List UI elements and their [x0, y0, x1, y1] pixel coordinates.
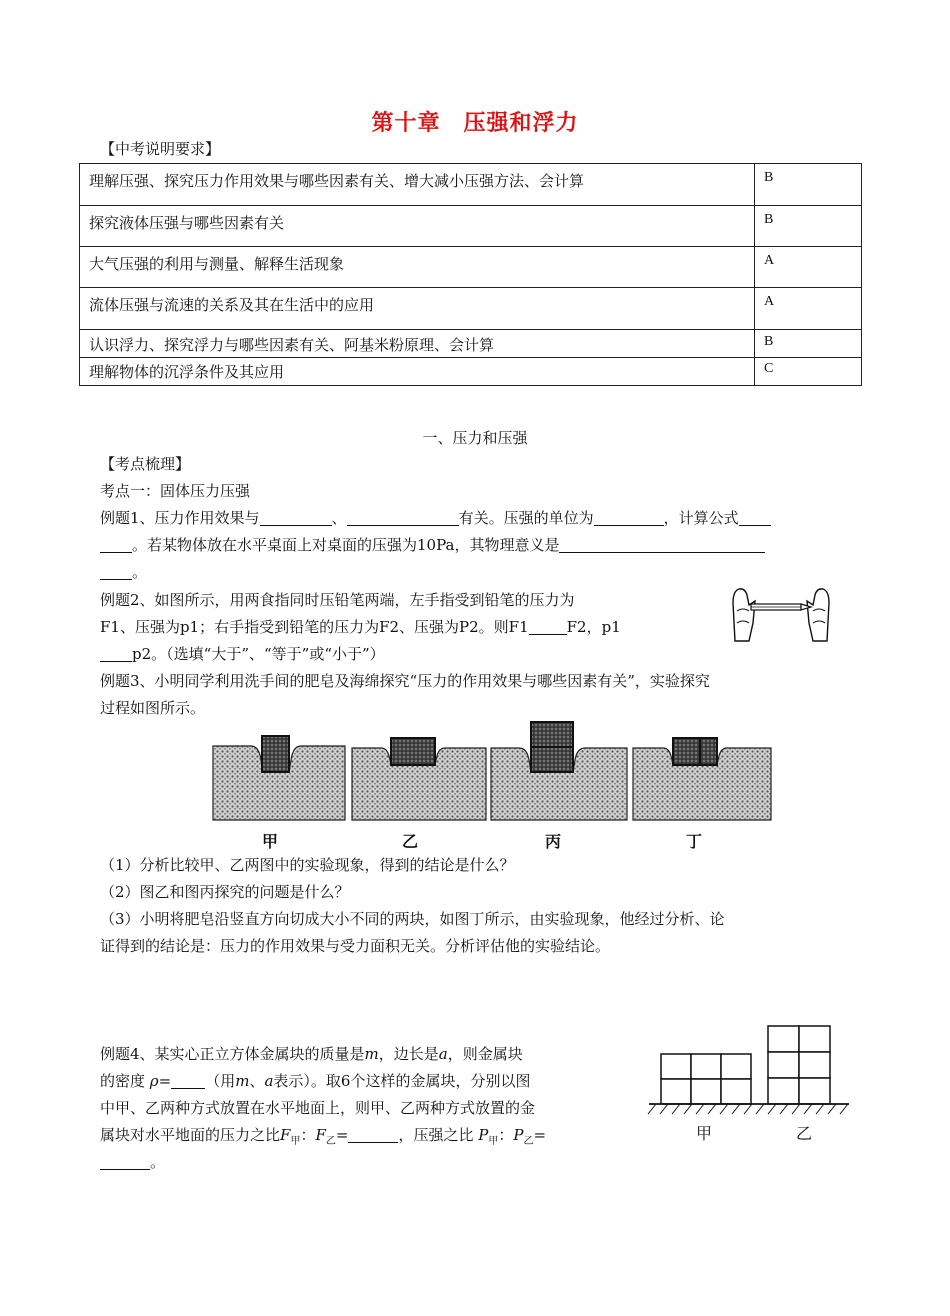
blank[interactable] [100, 644, 132, 662]
req-text: 认识浮力、探究浮力与哪些因素有关、阿基米粉原理、会计算 [80, 330, 755, 358]
blank[interactable] [348, 1125, 398, 1143]
req-grade: C [755, 358, 862, 386]
blank[interactable] [594, 508, 664, 526]
req-grade: B [755, 330, 862, 358]
req-text: 大气压强的利用与测量、解释生活现象 [80, 247, 755, 288]
figure-bing [491, 722, 627, 820]
blank[interactable] [529, 617, 567, 635]
section-sub: 【考点梳理】 [100, 455, 191, 473]
example-1-line-2: 。若某物体放在水平桌面上对桌面的压强为10Pa，其物理意义是 [100, 532, 765, 559]
req-text: 理解压强、探究压力作用效果与哪些因素有关、增大减小压强方法、会计算 [80, 164, 755, 206]
blank[interactable] [559, 535, 765, 553]
example-2-line-2: F1、压强为p1；右手指受到铅笔的压力为F2、压强为P2。则F1 F2，p1 [100, 618, 621, 636]
example-3-q1: （1）分析比较甲、乙两图中的实验现象，得到的结论是什么？ [100, 856, 515, 874]
figure-yi [352, 738, 486, 820]
example-4-line-3: 中甲、乙两种方式放置在水平地面上，则甲、乙两种方式放置的金 [100, 1099, 536, 1117]
req-text: 流体压强与流速的关系及其在生活中的应用 [80, 288, 755, 330]
table-row [80, 330, 862, 358]
table-row [80, 206, 862, 247]
blank[interactable] [100, 535, 132, 553]
blocks-jia [661, 1054, 751, 1104]
example-4-line-5: 。 [100, 1149, 165, 1176]
blank[interactable] [739, 508, 771, 526]
requirements-label: 【中考说明要求】 [100, 140, 221, 158]
blocks-yi [768, 1026, 830, 1104]
figure-label: 丙 [545, 832, 562, 851]
example-3-line-1: 例题3、小明同学利用洗手间的肥皂及海绵探究“压力的作用效果与哪些因素有关”，实验探究 [100, 672, 710, 690]
blank[interactable] [347, 508, 459, 526]
example-1-line-3: 。 [100, 559, 147, 586]
req-grade: A [755, 288, 862, 330]
figure-jia [213, 736, 345, 820]
page-title: 第十章 压强和浮力 [371, 111, 579, 136]
table-row [80, 164, 862, 206]
blank[interactable] [171, 1071, 205, 1089]
figure-label: 乙 [796, 1124, 813, 1143]
example-3-q3-line-2: 证得到的结论是：压力的作用效果与受力面积无关。分析评估他的实验结论。 [100, 937, 611, 955]
example-3-q2: （2）图乙和图丙探究的问题是什么？ [100, 883, 350, 901]
example-2-line-1: 例题2、如图所示，用两食指同时压铅笔两端，左手指受到铅笔的压力为 [100, 591, 575, 609]
example-4-line-1: 例题4、某实心正立方体金属块的质量是m，边长是a，则金属块 [100, 1045, 523, 1063]
blank[interactable] [260, 508, 332, 526]
req-text: 探究液体压强与哪些因素有关 [80, 206, 755, 247]
table-row [80, 247, 862, 288]
req-grade: B [755, 164, 862, 206]
req-grade: A [755, 247, 862, 288]
figure-label: 甲 [262, 832, 279, 851]
req-text: 理解物体的沉浮条件及其应用 [80, 358, 755, 386]
table-row [80, 358, 862, 386]
figure-label: 甲 [696, 1124, 713, 1143]
example-3-line-2: 过程如图所示。 [100, 699, 206, 717]
figure-label: 乙 [402, 832, 419, 851]
example-1-line-1: 例题1、压力作用效果与 、 有关。压强的单位为 ，计算公式 [100, 505, 771, 532]
figure-ding [633, 738, 771, 820]
metal-blocks-figure [644, 1020, 854, 1122]
blank[interactable] [100, 562, 132, 580]
pencil-fingers-figure [725, 583, 837, 645]
example-4-line-4: 属块对水平地面的压力之比$F_甲$：$F_乙=$ ，压强之比 $P_甲$：$P_乙=$ [100, 1126, 547, 1147]
requirements-table [79, 163, 862, 386]
example-3-q3-line-1: （3）小明将肥皂沿竖直方向切成大小不同的两块，如图丁所示，由实验现象，他经过分析、论 [100, 910, 725, 928]
blank[interactable] [100, 1152, 150, 1170]
table-row [80, 288, 862, 330]
figure-label: 丁 [686, 832, 703, 851]
example-2-line-3: p2。（选填“大于”、“等于”或“小于”） [100, 641, 385, 668]
example-4-line-2: 的密度 ρ= （用m、a表示）。取6个这样的金属块，分别以图 [100, 1072, 531, 1090]
req-grade: B [755, 206, 862, 247]
point-heading: 考点一：固体压力压强 [100, 482, 251, 500]
section-heading: 一、压力和压强 [422, 429, 528, 447]
